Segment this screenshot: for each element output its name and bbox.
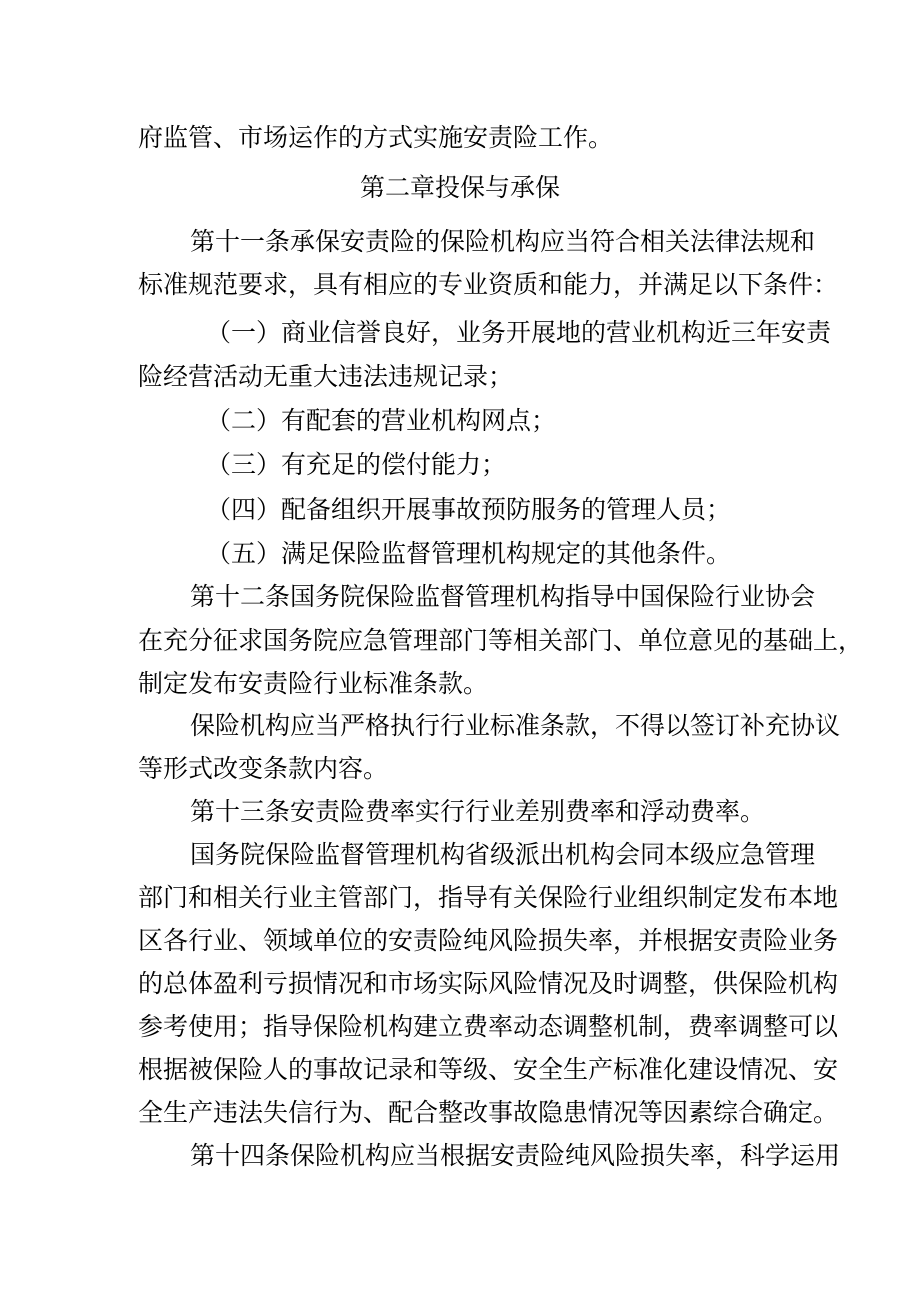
chapter-heading: 第二章投保与承保	[359, 173, 560, 202]
article-14-line: 第十四条保险机构应当根据安责险纯风险损失率，科学运用	[190, 1141, 841, 1170]
list-item-3: （三）有充足的偿付能力；	[206, 450, 507, 479]
paragraph-line: 的总体盈利亏损情况和市场实际风险情况及时调整，供保险机构	[138, 969, 839, 998]
paragraph-line: 根据被保险人的事故记录和等级、安全生产标准化建设情况、安	[138, 1055, 839, 1084]
article-11-line: 第十一条承保安责险的保险机构应当符合相关法律法规和	[190, 227, 816, 256]
paragraph-line: 险经营活动无重大违法违规记录；	[138, 362, 514, 391]
article-12-line: 第十二条国务院保险监督管理机构指导中国保险行业协会	[190, 582, 816, 611]
paragraph-line: 区各行业、领域单位的安责险纯风险损失率，并根据安责险业务	[138, 926, 839, 955]
paragraph-line: 参考使用；指导保险机构建立费率动态调整机制，费率调整可以	[138, 1012, 839, 1041]
paragraph-line: 全生产违法失信行为、配合整改事故隐患情况等因素综合确定。	[138, 1098, 839, 1127]
paragraph-line: 在充分征求国务院应急管理部门等相关部门、单位意见的基础上，	[138, 626, 864, 655]
paragraph-line: 国务院保险监督管理机构省级派出机构会同本级应急管理	[190, 840, 816, 869]
paragraph-line: 保险机构应当严格执行行业标准条款，不得以签订补充协议	[190, 711, 841, 740]
paragraph-line: 制定发布安责险行业标准条款。	[138, 669, 489, 698]
list-item-2: （二）有配套的营业机构网点；	[206, 406, 557, 435]
paragraph-line: 标准规范要求，具有相应的专业资质和能力，并满足以下条件：	[138, 270, 839, 299]
article-13-line: 第十三条安责险费率实行行业差别费率和浮动费率。	[190, 797, 766, 826]
list-item-4: （四）配备组织开展事故预防服务的管理人员；	[206, 495, 732, 524]
paragraph-line: 等形式改变条款内容。	[138, 754, 389, 783]
paragraph-line: 部门和相关行业主管部门，指导有关保险行业组织制定发布本地	[138, 883, 839, 912]
list-item-1-line: （一）商业信誉良好，业务开展地的营业机构近三年安责	[206, 318, 832, 347]
paragraph-line: 府监管、市场运作的方式实施安责险工作。	[138, 123, 614, 152]
list-item-5: （五）满足保险监督管理机构规定的其他条件。	[206, 539, 732, 568]
